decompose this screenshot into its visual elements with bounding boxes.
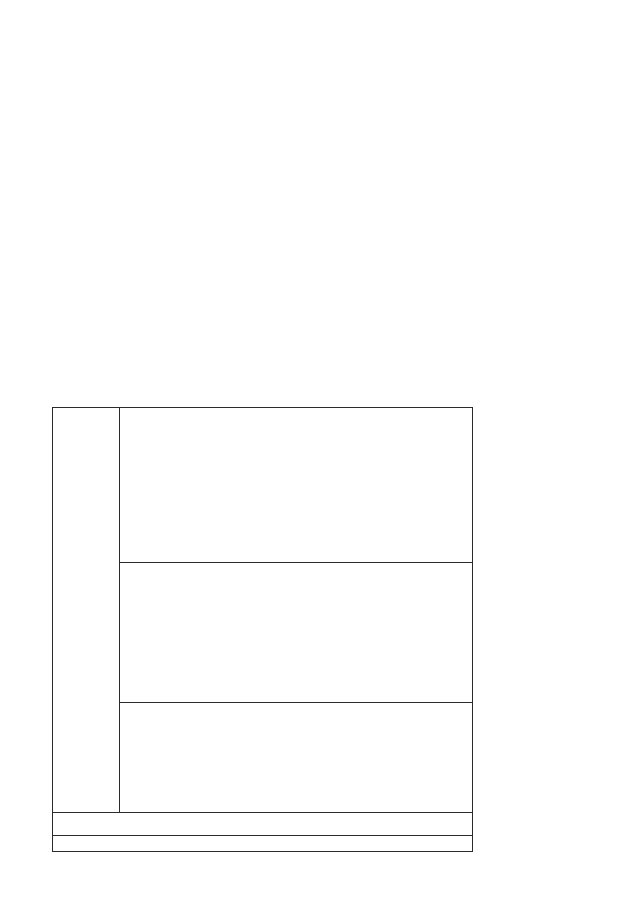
header-sub-crg — [53, 813, 473, 836]
rotated-table-container — [52, 40, 473, 852]
rehabilitation-table — [52, 39, 473, 852]
header-group-title — [53, 407, 120, 812]
header-col10 — [119, 407, 472, 562]
header-col8 — [119, 703, 472, 813]
header-col9 — [119, 563, 472, 703]
header-no — [53, 836, 473, 852]
